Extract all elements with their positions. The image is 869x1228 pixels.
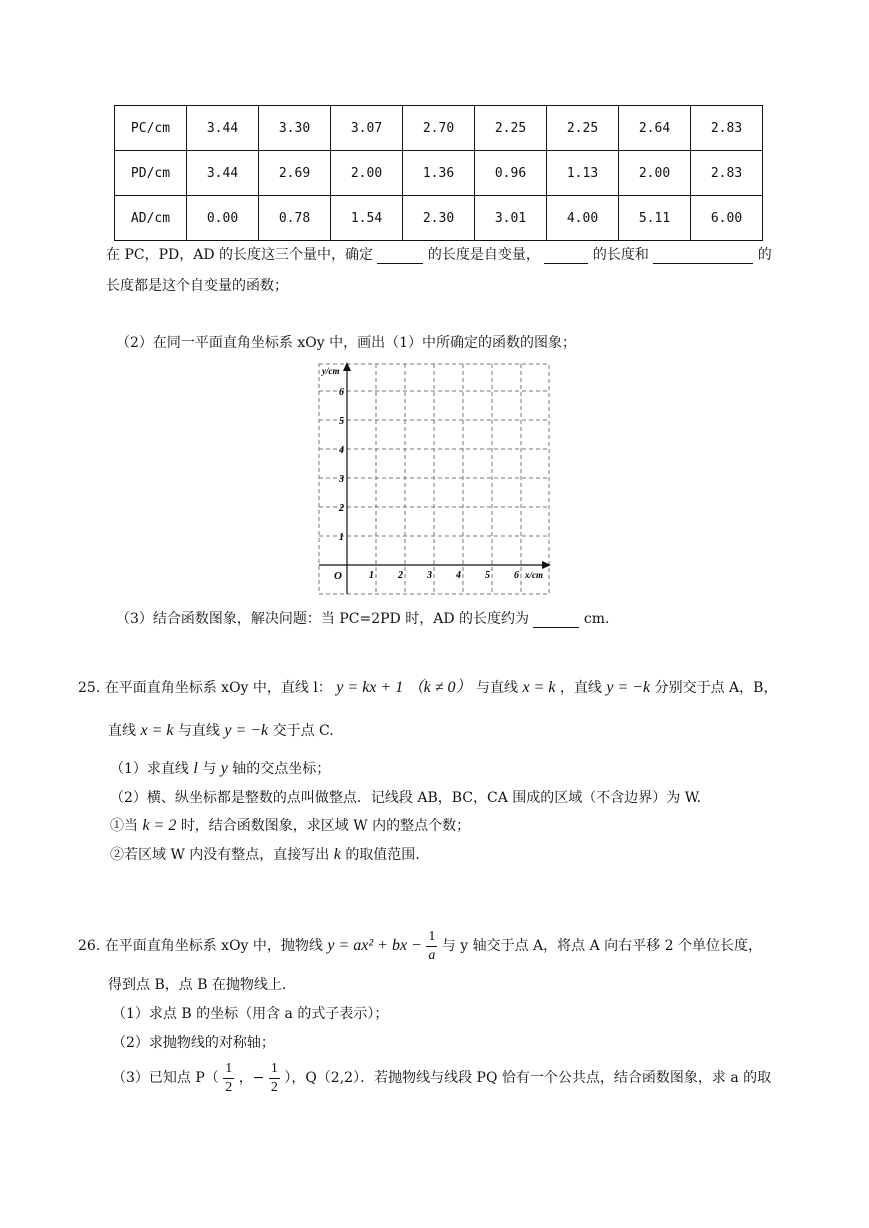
q26-fraction [426, 928, 437, 964]
q25-text: 在平面直角坐标系 xOy 中，直线 l： [104, 680, 332, 696]
y-tick-label: 3 [339, 474, 344, 485]
table-cell: 1.36 [403, 151, 475, 196]
y-tick-label: 1 [339, 532, 344, 543]
x-axis-label: x/cm [525, 570, 543, 580]
q25-part2-1 [110, 815, 470, 835]
y-tick-label: 2 [339, 503, 344, 514]
q26-text: ，− [238, 1070, 265, 1086]
blank-function-1[interactable] [544, 247, 588, 264]
table-cell: 5.11 [619, 196, 691, 241]
table-cell: 0.96 [475, 151, 547, 196]
q25-part2-2 [110, 844, 420, 864]
table-cell: 0.00 [187, 196, 259, 241]
y-tick-label: 6 [339, 387, 344, 398]
blank-independent-variable[interactable] [377, 247, 423, 264]
q25-line1 [78, 674, 777, 697]
table-cell: 3.44 [187, 106, 259, 151]
fraction-numerator: 1 [426, 928, 437, 947]
q25-text: 直线 [108, 723, 136, 739]
q25-text: 交于点 C. [272, 723, 334, 739]
q24-part1-text-a: 在 PC，PD，AD 的长度这三个量中，确定 [106, 247, 374, 263]
q25-equation: x = k [140, 722, 174, 739]
q24-part2: （2）在同一平面直角坐标系 xOy 中，画出（1）中所确定的函数的图象； [116, 335, 576, 351]
q24-part1-text-b: 的长度是自变量， [427, 247, 540, 263]
y-tick-label: 5 [339, 416, 344, 427]
table-cell: 2.83 [691, 151, 763, 196]
q24-part3 [116, 608, 610, 628]
x-tick-label: 5 [485, 570, 490, 581]
x-tick-label: 3 [427, 570, 432, 581]
table-cell: 3.44 [187, 151, 259, 196]
q25-text: 分别交于点 A，B， [654, 680, 778, 696]
q26-number: 26. [78, 938, 101, 954]
fraction-numerator: 1 [223, 1060, 234, 1079]
fraction-denominator: 2 [225, 1079, 233, 1095]
table-cell: 3.01 [475, 196, 547, 241]
table-cell: 2.70 [403, 106, 475, 151]
origin-label: O [334, 570, 342, 582]
table-cell: 2.64 [619, 106, 691, 151]
table-cell: 3.30 [259, 106, 331, 151]
q26-fraction [269, 1060, 280, 1096]
q25-part1 [110, 758, 330, 778]
q25-variable: y [220, 760, 228, 777]
q26-part1: （1）求点 B 的坐标（用含 a 的式子表示）； [112, 1006, 389, 1022]
table-cell: 1.13 [547, 151, 619, 196]
table-cell: 1.54 [331, 196, 403, 241]
x-tick-label: 1 [369, 570, 374, 581]
q26-equation: y = ax² + bx − [327, 937, 422, 954]
blank-function-2[interactable] [653, 247, 753, 264]
q24-part3-text-a: （3）结合函数图象，解决问题：当 PC=2PD 时，AD 的长度约为 [116, 611, 530, 627]
q26-part2: （2）求抛物线的对称轴； [112, 1035, 275, 1051]
table-cell: 3.07 [331, 106, 403, 151]
q26-line2: 得到点 B，点 B 在抛物线上. [108, 977, 287, 993]
q25-text: 与 [202, 761, 217, 777]
table-cell: 2.25 [547, 106, 619, 151]
q25-equation: y = kx + 1 [336, 679, 404, 696]
q26-line1 [78, 928, 762, 964]
q24-part1-line2: 长度都是这个自变量的函数； [106, 278, 288, 294]
y-axis-label: y/cm [322, 366, 340, 376]
table-cell: 6.00 [691, 196, 763, 241]
table-row [115, 151, 763, 196]
y-axis-arrow-icon [343, 362, 351, 371]
q26-part3 [112, 1060, 771, 1096]
q24-part3-text-b: cm. [583, 611, 610, 627]
q25-text: 的取值范围. [345, 847, 420, 863]
q24-part1-line1 [106, 244, 772, 264]
x-axis-arrow-icon [542, 561, 551, 569]
table-cell: 2.30 [403, 196, 475, 241]
fraction-denominator: a [428, 947, 436, 963]
row-label: AD/cm [115, 196, 187, 241]
q25-equation: k = 2 [142, 817, 177, 834]
q25-equation: y = −k [606, 679, 651, 696]
table-cell: 2.00 [619, 151, 691, 196]
data-table [114, 105, 763, 241]
fraction-denominator: 2 [270, 1079, 278, 1095]
x-tick-label: 2 [398, 570, 403, 581]
table-cell: 2.00 [331, 151, 403, 196]
q25-text: ①当 [110, 818, 138, 834]
table-cell: 2.69 [259, 151, 331, 196]
q25-number: 25. [78, 680, 101, 696]
x-tick-label: 6 [514, 570, 519, 581]
q25-text: 与直线 [476, 680, 518, 696]
q25-text: ，直线 [559, 680, 602, 696]
y-tick-label: 4 [339, 445, 344, 456]
coordinate-grid [313, 360, 559, 600]
q25-condition: （k ≠ 0） [407, 679, 472, 696]
q25-equation: y = −k [224, 722, 269, 739]
blank-ad-length[interactable] [533, 611, 579, 628]
q25-text: 时，结合函数图象，求区域 W 内的整点个数； [180, 818, 471, 834]
q25-line2 [108, 720, 334, 740]
table-row [115, 196, 763, 241]
table-row [115, 106, 763, 151]
table-cell: 2.83 [691, 106, 763, 151]
q26-text: ），Q（2,2）．若抛物线与线段 PQ 恰有一个公共点，结合函数图象，求 a 的取 [284, 1070, 772, 1086]
row-label: PC/cm [115, 106, 187, 151]
table-cell: 2.25 [475, 106, 547, 151]
q24-part1-text-c: 的长度和 [592, 247, 649, 263]
q25-equation: x = k [522, 679, 556, 696]
q26-text: 与 y 轴交于点 A，将点 A 向右平移 2 个单位长度， [441, 938, 762, 954]
table-cell: 0.78 [259, 196, 331, 241]
q26-fraction [223, 1060, 234, 1096]
q25-text: （1）求直线 [110, 761, 189, 777]
q25-text: 轴的交点坐标； [232, 761, 331, 777]
x-tick-label: 4 [456, 570, 461, 581]
row-label: PD/cm [115, 151, 187, 196]
q25-part2: （2）横、纵坐标都是整数的点叫做整点．记线段 AB，BC，CA 围成的区域（不含边界）为 W. [110, 790, 702, 806]
q25-text: ②若区域 W 内没有整点，直接写出 [110, 847, 330, 863]
q24-part1-text-d: 的 [757, 247, 772, 263]
fraction-numerator: 1 [269, 1060, 280, 1079]
q25-variable: k [333, 846, 341, 863]
q26-text: （3）已知点 P（ [112, 1070, 219, 1086]
table-cell: 4.00 [547, 196, 619, 241]
q26-text: 在平面直角坐标系 xOy 中，抛物线 [104, 938, 323, 954]
q25-variable: l [193, 760, 198, 777]
q25-text: 与直线 [177, 723, 220, 739]
